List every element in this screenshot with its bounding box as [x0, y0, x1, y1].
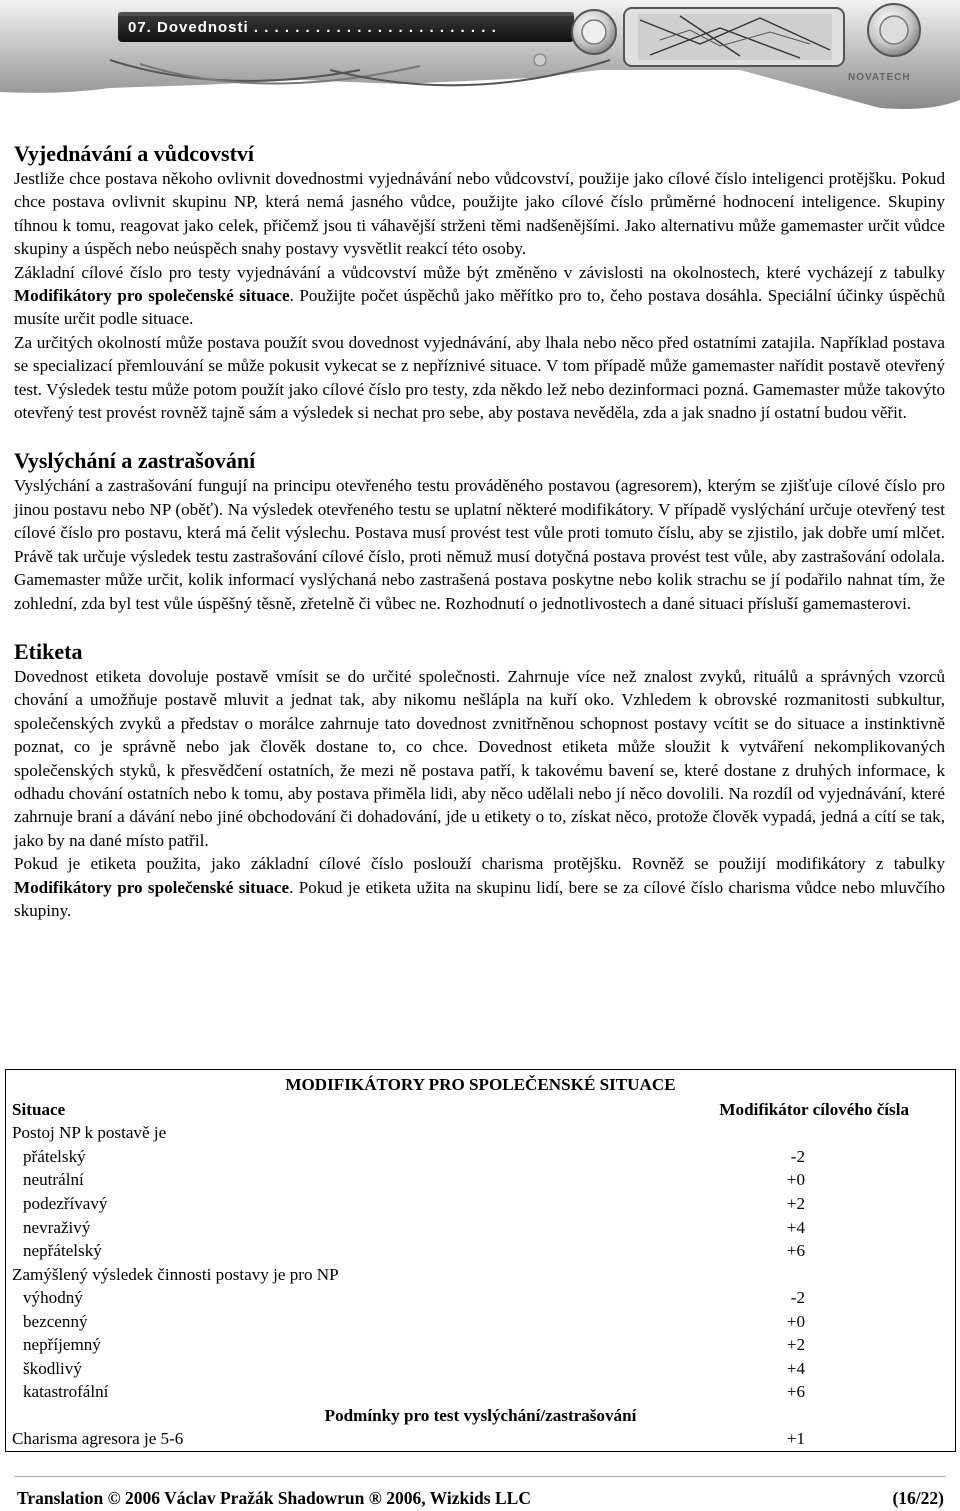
table-row: podezřívavý +2	[23, 1194, 805, 1213]
table-row: výhodný -2	[23, 1288, 805, 1307]
section-title: Vyslýchání a zastrašování	[14, 448, 256, 474]
page-number: (16/22)	[892, 1488, 944, 1508]
chapter-title: 07. Dovednosti . . . . . . . . . . . . . . . . . . . . . . . .	[128, 19, 497, 36]
footer-copyright: Translation © 2006 Václav Pražák Shadowrun ® 2006, Wizkids LLC	[17, 1488, 531, 1508]
table-header-row	[12, 1098, 955, 1122]
table-title: MODIFIKÁTORY PRO SPOLEČENSKÉ SITUACE	[285, 1075, 676, 1094]
table-row: bezcenný +0	[23, 1312, 805, 1331]
column-header-modifier: Modifikátor cílového čísla	[719, 1100, 909, 1119]
table-row: Charisma agresora je 5-6 +1	[12, 1429, 805, 1448]
footer-divider	[14, 1476, 946, 1477]
banner-graphic	[0, 0, 960, 115]
paragraph: Základní cílové číslo pro testy vyjednávání a vůdcovství může být změněno v závislosti na okolnostech, které vycházejí z tabulky Modifikátory pro společenské situace. Použijte počet úspěchů jako měřítko pro to, čeho postava dosáhla. Speciální účinky úspěchů musíte určit podle situace.	[14, 262, 945, 329]
chapter-banner	[0, 0, 960, 115]
section-etiquette	[14, 639, 945, 922]
paragraph: Dovednost etiketa dovoluje postavě vmísit se do určité společnosti. Zahrnuje více než znalost zvyků, rituálů a správných vzorců chování a umožňuje postavě mluvit a jednat tak, aby nikomu nešlápla na kuří oko. Vzhledem k obrovské rozmanitosti subkultur, společenských zvyků a představ o morálce zahrnuje tato dovednost zvnitřněnou schopnost postavy vcítit se do situace a instinktivně poznat, co je správně nebo jak člověk dostane to, co chce. Dovednost etiketa může sloužit k vytváření nekomplikovaných společenských styků, k přesvědčení ostatních, že mezi ně postava patří, k takovému bavení se, které dostane z druhých informace, k odhadu chování ostatních nebo k tomu, aby postava přiměla lidi, aby něco udělali nebo jí něco dovolili. Na rozdíl od vyjednávání, které zahrnuje braní a dávání nebo jiné obchodování či dohadování, jde u etikety o to, získat něco, protože člověk vypadá, jedná a cítí se tak, jako by na dané místo patřil.	[14, 666, 945, 850]
paragraph: Pokud je etiketa použita, jako základní cílové číslo poslouží charisma protějšku. Rovněž se použijí modifikátory z tabulky Modifikátory pro společenské situace. Pokud je etiketa užita na skupinu lidí, bere se za cílové číslo charisma vůdce nebo mluvčího skupiny.	[14, 854, 945, 920]
table-group-heading: Zamýšlený výsledek činnosti postavy je pro NP	[12, 1265, 339, 1284]
table-row: neutrální +0	[23, 1170, 805, 1189]
paragraph: Jestliže chce postava někoho ovlivnit dovednostmi vyjednávání nebo vůdcovství, použije jako cílové číslo inteligenci protějšku. Pokud chce postava ovlivnit skupinu NP, která nemá jasného vůdce, použijte jako cílové číslo průměrné hodnocení inteligence. Skupiny tíhnou k tomu, reagovat jako celek, přičemž jsou ti váhavější strženi těmi nadšenějšími. Jako alternativu může gamemaster určit vůdce skupiny a úspěch nebo neúspěch snahy postavy vysvětlit reakcí této osoby.	[14, 169, 945, 259]
section-negotiation	[14, 141, 945, 424]
table-row: nepřátelský +6	[23, 1241, 805, 1260]
paragraph: Vyslýchání a zastrašování fungují na principu otevřeného testu prováděného postavou (agresorem), kterým se zjišťuje cílové číslo pro jinou postavu nebo NP (oběť). Na výsledek otevřeného testu se uplatní některé modifikátory. V případě vyslýchání určuje otevřený test cílové číslo pro postavu, která má čelit výslechu. Postava musí provést test vůle proti tomuto číslu, aby se zjistilo, jak dobře umí mlčet. Právě tak určuje výsledek testu zastrašování cílové číslo, proti němuž musí dotyčná postava provést test vůle, aby zastrašování odolala. Gamemaster může určit, kolik informací vyslýchaná nebo zastrašená postava poskytne nebo kolik strachu se jí podařilo nahnat tím, že zohlední, zda byl test vůle úspěšný těsně, zřetelně či vůbec ne. Rozhodnutí o jednotlivostech a dané situaci přísluší gamemasterovi.	[14, 476, 945, 613]
table-row: katastrofální +6	[23, 1382, 805, 1401]
page-footer	[17, 1488, 944, 1509]
section-title: Etiketa	[14, 638, 83, 664]
section-title: Vyjednávání a vůdcovství	[14, 141, 255, 166]
column-header-situation: Situace	[12, 1100, 66, 1119]
table-group-heading: Postoj NP k postavě je	[12, 1123, 167, 1142]
table-row: přátelský -2	[23, 1147, 805, 1166]
table-subheading: Podmínky pro test vyslýchání/zastrašování	[324, 1406, 637, 1425]
table-row: škodlivý +4	[23, 1359, 805, 1378]
paragraph: Za určitých okolností může postava použít svou dovednost vyjednávání, aby lhala nebo něco před ostatními zatajila. Například postava se specializací přemlouvání se může pokusit vykecat se z nepříznivé situace. V tom případě může gamemaster nařídit postavě otevřený test. Výsledek testu může potom použít jako cílové číslo pro testy, zda někdo lež nebo dezinformaci pozná. Gamemaster může takovýto otevřený test provést rovněž tajně sám a výsledek si nechat pro sebe, aby postava nevěděla, zda a jak snadno jí ostatní budou věřit.	[14, 332, 945, 423]
brand-logo-text: NOVATECH	[848, 72, 911, 83]
page-content	[14, 141, 945, 922]
section-interrogation	[14, 448, 945, 614]
social-modifiers-table	[5, 1069, 956, 1452]
table-row: nevraživý +4	[23, 1218, 805, 1237]
table-row: nepříjemný +2	[23, 1335, 805, 1354]
